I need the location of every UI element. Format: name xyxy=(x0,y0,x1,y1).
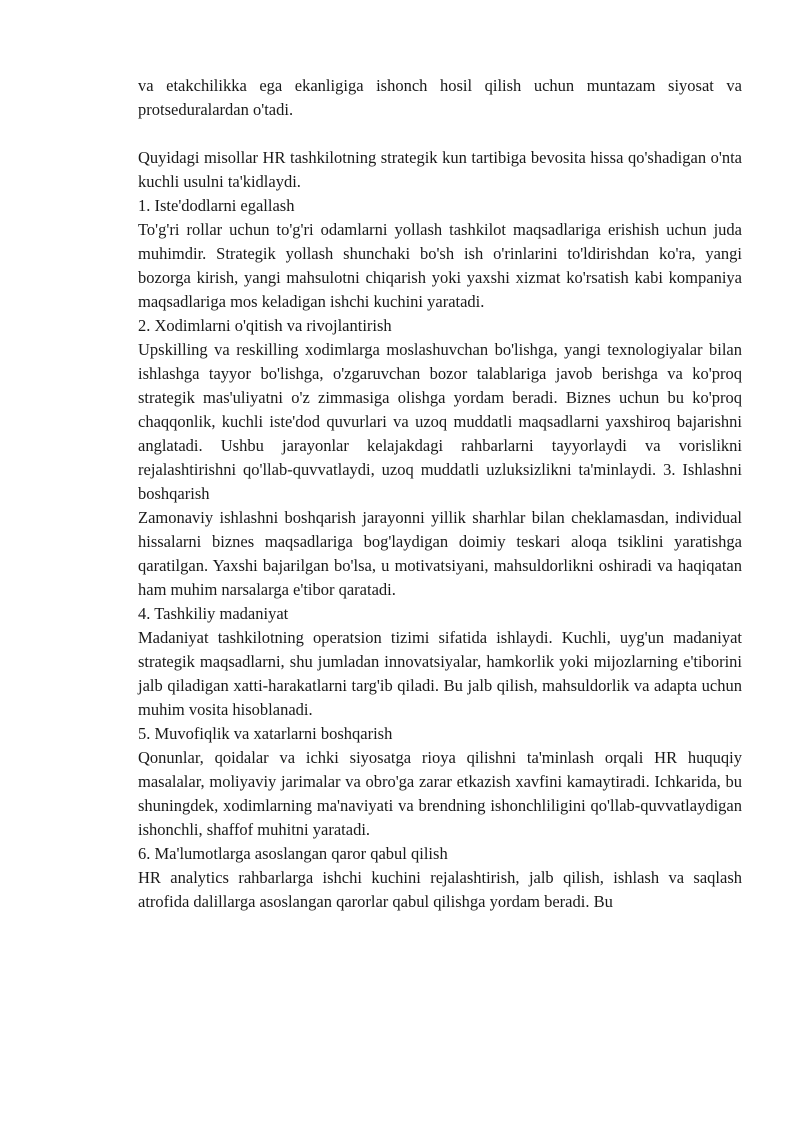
section-heading-data-driven-decisions: 6. Ma'lumotlarga asoslangan qaror qabul qilish xyxy=(138,844,448,863)
section-heading-training-development: 2. Xodimlarni o'qitish va rivojlantirish xyxy=(138,316,392,335)
section-body-organizational-culture: Madaniyat tashkilotning operatsion tizimi sifatida ishlaydi. Kuchli, uyg'un madaniyat strategik maqsadlarni, shu jumladan innovatsiyalar, hamkorlik yoki mijozlarning e'tiborini jalb qiladigan xatti-harakatlarni targ'ib qiladi. Bu jalb qilish, mahsuldorlik va adapta uchun muhim vosita hisoblanadi. xyxy=(138,628,742,719)
section-body-data-driven-decisions: HR analytics rahbarlarga ishchi kuchini rejalashtirish, jalb qilish, ishlash va saqlash atrofida dalillarga asoslangan qarorlar qabul qilishga yordam beradi. Bu xyxy=(138,868,742,911)
section-body-talent-acquisition: To'g'ri rollar uchun to'g'ri odamlarni yollash tashkilot maqsadlariga erishish uchun juda muhimdir. Strategik yollash shunchaki bo'sh ish o'rinlarini to'ldirishdan ko'ra, yangi bozorga kirish, yangi mahsulotni chiqarish yoki yaxshi xizmat ko'rsatish kabi kompaniya maqsadlariga mos keladigan ishchi kuchini yaratadi. xyxy=(138,220,742,311)
section-heading-compliance-risk: 5. Muvofiqlik va xatarlarni boshqarish xyxy=(138,724,393,743)
document-page xyxy=(138,74,742,914)
paragraph-intro-continuation: va etakchilikka ega ekanligiga ishonch hosil qilish uchun muntazam siyosat va protseduralardan o'tadi. xyxy=(138,76,742,119)
paragraph-examples-intro: Quyidagi misollar HR tashkilotning strategik kun tartibiga bevosita hissa qo'shadigan o'nta kuchli usulni ta'kidlaydi. xyxy=(138,148,742,191)
section-body-compliance-risk: Qonunlar, qoidalar va ichki siyosatga rioya qilishni ta'minlash orqali HR huquqiy masalalar, moliyaviy jarimalar va obro'ga zarar etkazish xavfini kamaytiradi. Ichkarida, bu shuningdek, xodimlarning ma'naviyati va brendning ishonchliligini qo'llab-quvvatlaydigan ishonchli, shaffof muhitni yaratadi. xyxy=(138,748,742,839)
section-body-training-development: Upskilling va reskilling xodimlarga moslashuvchan bo'lishga, yangi texnologiyalar bilan ishlashga tayyor bo'lishga, o'zgaruvchan bozor talablariga javob berishga va ko'proq strategik mas'uliyatni o'z zimmasiga olishga yordam beradi. Biznes uchun bu ko'proq chaqqonlik, kuchli iste'dod quvurlari va uzoq muddatli maqsadlarni yaxshiroq bajarishni anglatadi. Ushbu jarayonlar kelajakdagi rahbarlarni tayyorlaydi va vorislikni rejalashtirishni qo'llab-quvvatlaydi, uzoq muddatli uzluksizlikni ta'minlaydi. 3. Ishlashni boshqarish xyxy=(138,340,742,503)
section-heading-organizational-culture: 4. Tashkiliy madaniyat xyxy=(138,604,289,623)
section-heading-talent-acquisition: 1. Iste'dodlarni egallash xyxy=(138,196,295,215)
section-body-performance-management: Zamonaviy ishlashni boshqarish jarayonni yillik sharhlar bilan cheklamasdan, individual hissalarni biznes maqsadlariga bog'laydigan doimiy teskari aloqa tsiklini yaratishga qaratilgan. Yaxshi bajarilgan bo'lsa, u motivatsiyani, mahsuldorlikni oshiradi va haqiqatan ham muhim narsalarga e'tibor qaratadi. xyxy=(138,508,742,599)
